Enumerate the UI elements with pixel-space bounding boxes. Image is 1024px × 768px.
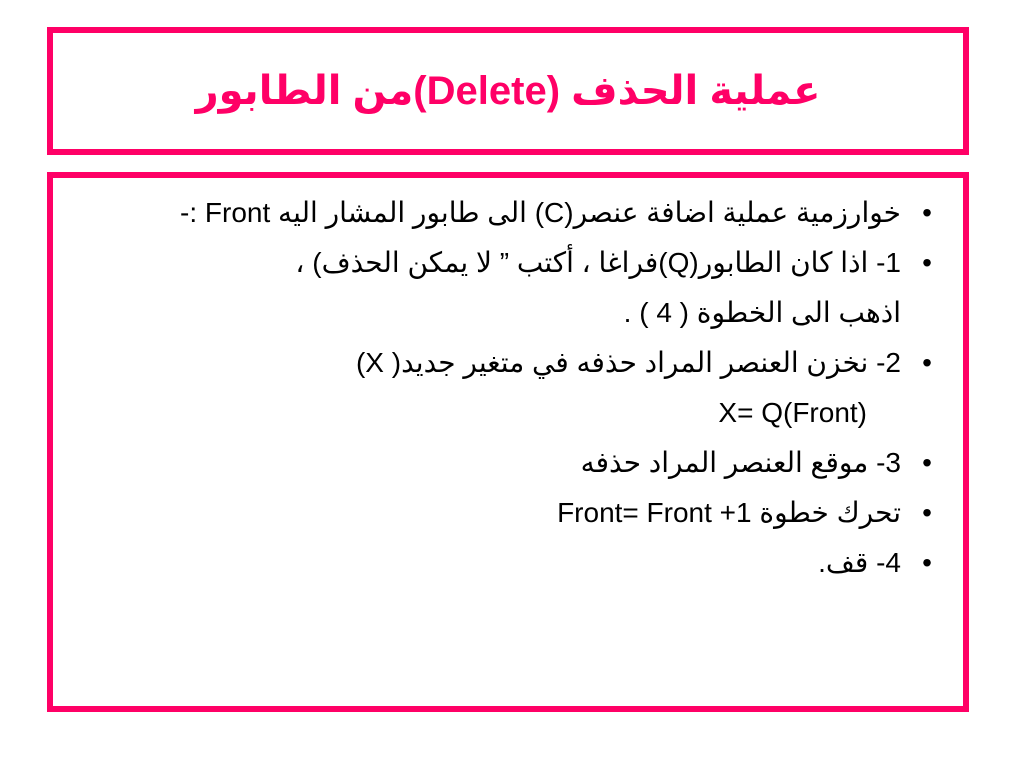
formula-text: X= Q(Front) [718, 397, 867, 428]
list-item-2 [73, 238, 937, 288]
title-box [47, 27, 969, 155]
slide-title: عملية الحذف (Delete)من الطابور [195, 69, 821, 113]
bullet-icon: • [922, 247, 932, 278]
list-item-3 [73, 338, 937, 388]
content-box [47, 172, 969, 712]
list-item-6 [73, 538, 937, 588]
list-item-text: 4- قف. [818, 547, 901, 578]
bullet-icon: • [922, 497, 932, 528]
list-item-5 [73, 488, 937, 538]
list-item-text: 3- موقع العنصر المراد حذفه [580, 447, 901, 478]
list-item-4 [73, 438, 937, 488]
list-item-1 [73, 188, 937, 238]
list-item-text: 1- اذا كان الطابور(Q)فراغا ، أكتب ” لا يمكن الحذف) ، [295, 247, 901, 278]
bullet-icon: • [922, 447, 932, 478]
list-item-2-continuation: اذهب الى الخطوة ( 4 ) . [623, 297, 901, 328]
list-item-text: خوارزمية عملية اضافة عنصر(C) الى طابور المشار اليه Front :- [180, 197, 901, 228]
list-item-text: تحرك خطوة 1+ Front= Front [557, 497, 901, 528]
list-item-text: 2- نخزن العنصر المراد حذفه في متغير جديد( X) [355, 347, 901, 378]
bullet-icon: • [922, 347, 932, 378]
bullet-icon: • [922, 547, 932, 578]
bullet-icon: • [922, 197, 932, 228]
list-item-3-continuation [73, 388, 937, 438]
bullet-list [73, 188, 937, 588]
